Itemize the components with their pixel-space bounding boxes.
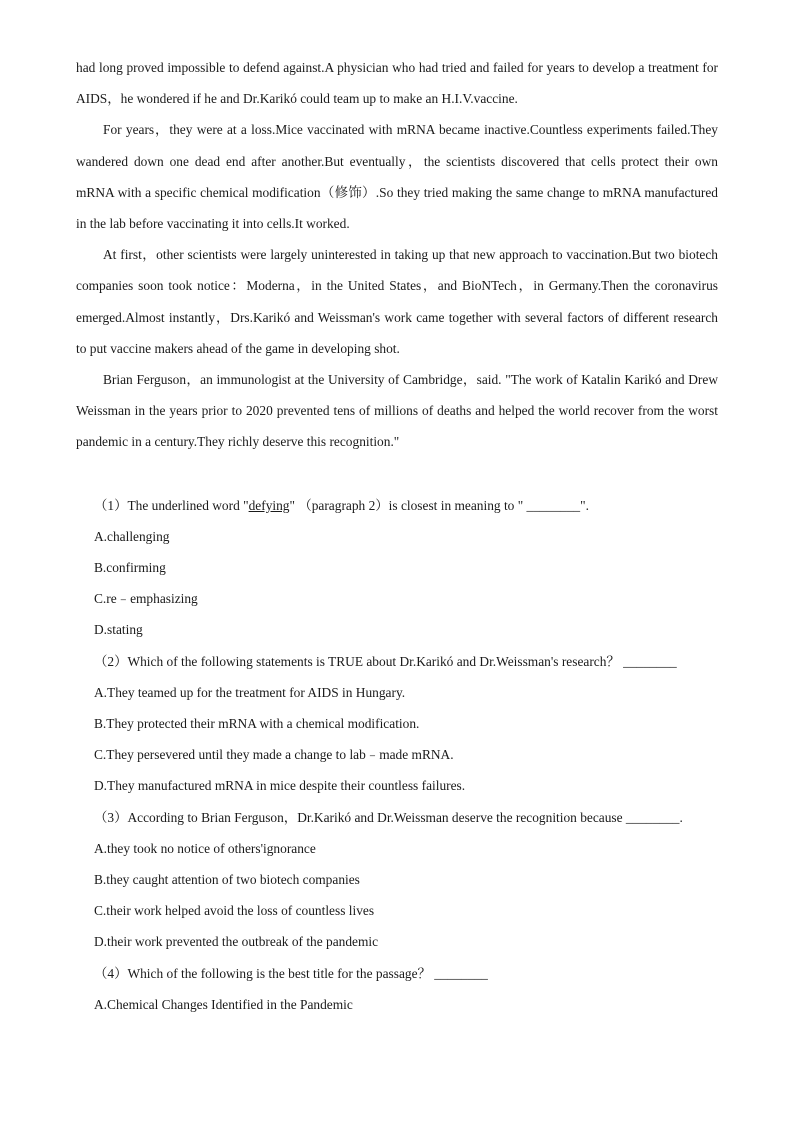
question-2-option-b: B.They protected their mRNA with a chemical modification. — [94, 716, 420, 732]
paragraph-1: had long proved impossible to defend against.A physician who had tried and failed for years to develop a treatment for AIDS，he wondered if he and Dr.Karikó could team up to make an H.I.V.vaccine. — [76, 60, 718, 107]
question-2: （2）Which of the following statements is TRUE about Dr.Karikó and Dr.Weissman's research？ ________ — [94, 653, 677, 669]
document-page — [76, 52, 718, 1020]
question-2-option-d: D.They manufactured mRNA in mice despite their countless failures. — [94, 778, 466, 794]
passage — [76, 52, 718, 458]
question-1 — [76, 490, 718, 521]
paragraph-3: At first，other scientists were largely uninterested in taking up that new approach to vaccination.But two biotech companies soon took notice：Moderna，in the United States，and BioNTech，in Germany.Then the coronavirus emerged.Almost instantly，Drs.Karikó and Weissman's work came together with several factors of different research to put vaccine makers ahead of the game in developing shot. — [76, 247, 718, 356]
question-1-prefix: （1）The underlined word " — [94, 497, 249, 513]
question-3-option-d: D.their work prevented the outbreak of the pandemic — [94, 934, 379, 950]
question-3-option-a: A.they took no notice of others'ignorance — [94, 840, 316, 856]
question-1-option-d: D.stating — [94, 622, 143, 638]
question-3-option-c: C.their work helped avoid the loss of countless lives — [94, 903, 375, 919]
question-1-option-a: A.challenging — [94, 528, 170, 544]
paragraph-4: Brian Ferguson，an immunologist at the University of Cambridge，said. "The work of Katalin Karikó and Drew Weissman in the years prior to 2020 prevented tens of millions of deaths and helped the world recover from the worst pandemic in a century.They richly deserve this recognition." — [76, 372, 718, 450]
paragraph-2: For years，they were at a loss.Mice vaccinated with mRNA became inactive.Countless experiments failed.They wandered down one dead end after another.But eventually，the scientists discovered that cells protect their own mRNA with a specific chemical modification（修饰）.So they tried making the same change to mRNA manufactured in the lab before vaccinating it into cells.It worked. — [76, 122, 718, 232]
question-4-option-a: A.Chemical Changes Identified in the Pandemic — [94, 996, 353, 1012]
question-3-option-b: B.they caught attention of two biotech companies — [94, 872, 360, 888]
question-4: （4）Which of the following is the best title for the passage？ ________ — [94, 965, 488, 981]
question-2-option-a: A.They teamed up for the treatment for AIDS in Hungary. — [94, 684, 406, 700]
underlined-word: defying — [248, 497, 290, 513]
question-1-option-b: B.confirming — [94, 560, 166, 576]
question-1-suffix: " （paragraph 2）is closest in meaning to " ________". — [289, 497, 589, 513]
question-3: （3）According to Brian Ferguson，Dr.Karikó and Dr.Weissman deserve the recognition because ________. — [94, 809, 683, 825]
question-2-option-c: C.They persevered until they made a change to lab﹣made mRNA. — [94, 747, 454, 763]
question-1-option-c: C.re﹣emphasizing — [94, 591, 198, 607]
questions-section — [76, 490, 718, 1020]
